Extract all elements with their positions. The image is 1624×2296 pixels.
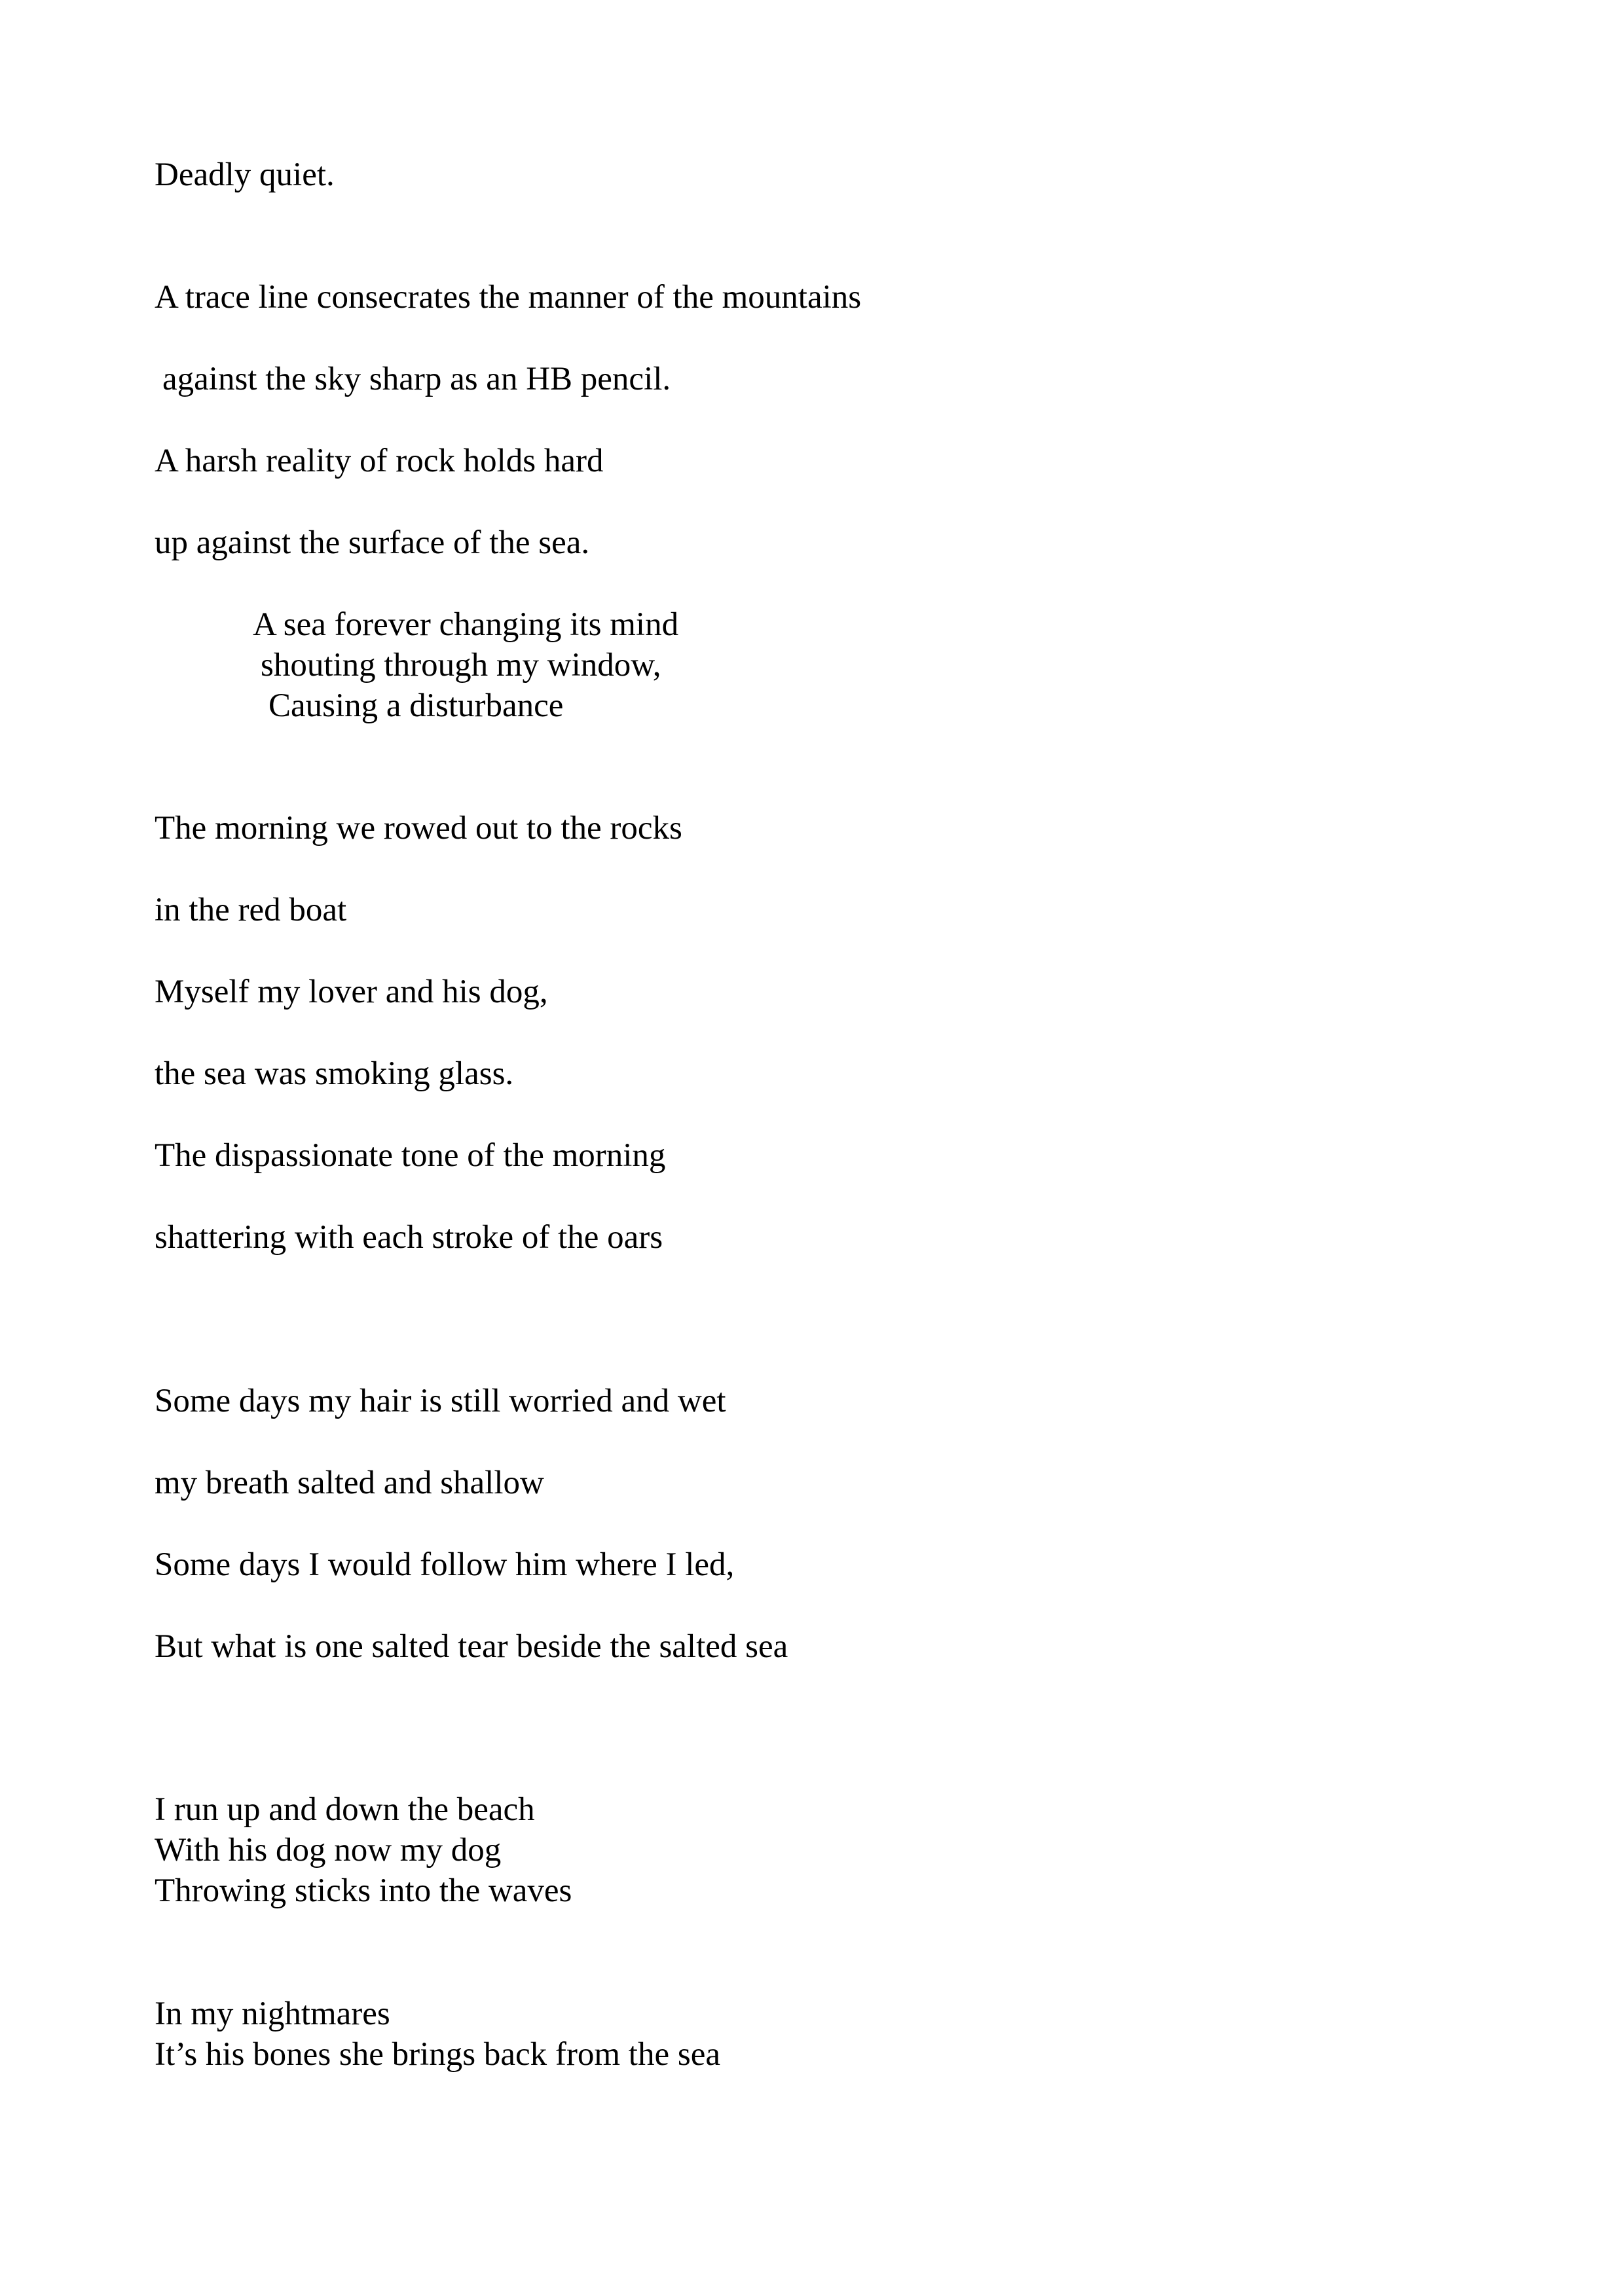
poem-line: In my nightmares [155, 1995, 390, 2032]
poem-line: up against the surface of the sea. [155, 524, 590, 561]
poem-line: The dispassionate tone of the morning [155, 1137, 666, 1174]
poem-line: A harsh reality of rock holds hard [155, 443, 604, 479]
poem-line: my breath salted and shallow [155, 1465, 544, 1501]
poem-line: A trace line consecrates the manner of the mountains [155, 279, 862, 316]
poem-line: Some days my hair is still worried and wet [155, 1383, 726, 1419]
poem-line: in the red boat [155, 892, 347, 928]
poem-line: shattering with each stroke of the oars [155, 1219, 663, 1256]
poem-line: It’s his bones she brings back from the sea [155, 2036, 720, 2073]
poem-line-indented: Causing a disturbance [268, 687, 564, 724]
poem-line: Some days I would follow him where I led, [155, 1546, 735, 1583]
poem-line: Deadly quiet. [155, 156, 335, 193]
poem-line-indented: shouting through my window, [261, 647, 661, 683]
poem-line: With his dog now my dog [155, 1832, 502, 1868]
poem-line: The morning we rowed out to the rocks [155, 810, 682, 847]
poem-line-indented: A sea forever changing its mind [253, 606, 679, 643]
poem-line: But what is one salted tear beside the salted sea [155, 1628, 788, 1665]
poem-line: Myself my lover and his dog, [155, 974, 548, 1010]
poem-line: I run up and down the beach [155, 1791, 535, 1828]
poem-line: against the sky sharp as an HB pencil. [162, 361, 671, 397]
poem-line: the sea was smoking glass. [155, 1055, 514, 1092]
poem-line: Throwing sticks into the waves [155, 1872, 572, 1909]
